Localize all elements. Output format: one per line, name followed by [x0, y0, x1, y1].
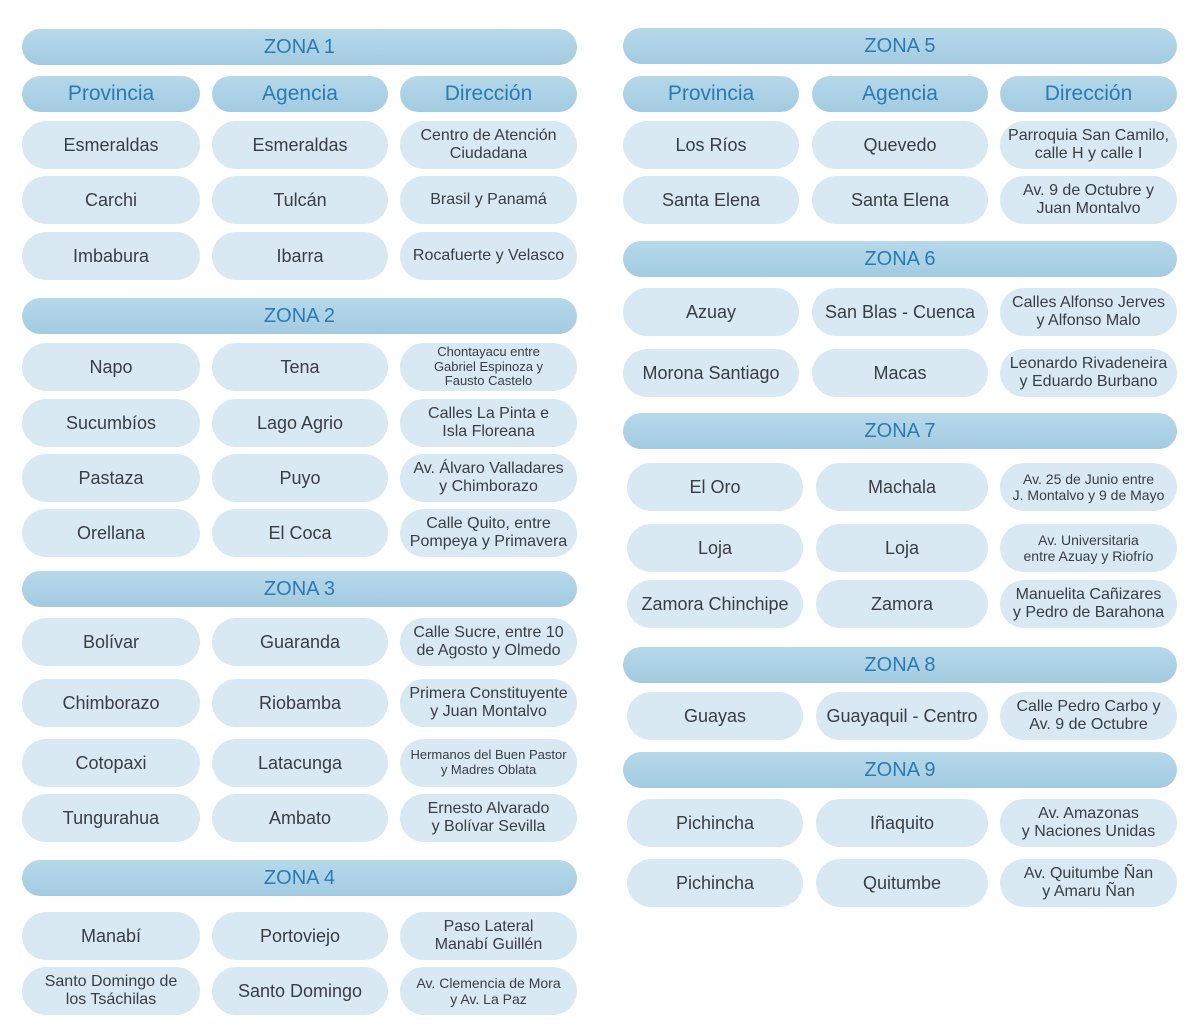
cell-direccion: Centro de Atención Ciudadana [400, 121, 577, 169]
zona-5-title: ZONA 5 [623, 28, 1177, 64]
cell-agencia: Guayaquil - Centro [816, 692, 988, 740]
cell-agencia: Machala [816, 463, 988, 511]
cell-agencia: Riobamba [212, 679, 388, 727]
cell-agencia: Puyo [212, 454, 388, 502]
cell-agencia: Lago Agrio [212, 399, 388, 447]
zona-9-title: ZONA 9 [623, 752, 1177, 788]
cell-direccion: Ernesto Alvarado y Bolívar Sevilla [400, 794, 577, 842]
cell-agencia: Esmeraldas [212, 121, 388, 169]
header-direccion: Dirección [400, 76, 577, 112]
cell-direccion: Leonardo Rivadeneira y Eduardo Burbano [1000, 349, 1177, 397]
cell-direccion: Av. Álvaro Valladares y Chimborazo [400, 454, 577, 502]
cell-direccion: Av. Universitaria entre Azuay y Riofrío [1000, 524, 1177, 572]
zona-1-title: ZONA 1 [22, 29, 577, 65]
cell-agencia: El Coca [212, 509, 388, 557]
cell-direccion: Chontayacu entre Gabriel Espinoza y Fausto Castelo [400, 343, 577, 391]
cell-direccion: Calle Sucre, entre 10 de Agosto y Olmedo [400, 618, 577, 666]
cell-direccion: Hermanos del Buen Pastor y Madres Oblata [400, 739, 577, 787]
header-agencia: Agencia [812, 76, 988, 112]
cell-provincia: Azuay [623, 288, 799, 336]
cell-agencia: Ambato [212, 794, 388, 842]
cell-agencia: Portoviejo [212, 912, 388, 960]
cell-agencia: Macas [812, 349, 988, 397]
zona-8-title: ZONA 8 [623, 647, 1177, 683]
cell-provincia: Esmeraldas [22, 121, 200, 169]
cell-provincia: Santo Domingo de los Tsáchilas [22, 967, 200, 1015]
cell-agencia: Iñaquito [816, 799, 988, 847]
cell-agencia: Ibarra [212, 232, 388, 280]
zona-6-title: ZONA 6 [623, 241, 1177, 277]
cell-provincia: Orellana [22, 509, 200, 557]
cell-agencia: Santa Elena [812, 176, 988, 224]
header-agencia: Agencia [212, 76, 388, 112]
cell-provincia: Guayas [627, 692, 803, 740]
zona-7-title: ZONA 7 [623, 413, 1177, 449]
cell-agencia: Guaranda [212, 618, 388, 666]
cell-direccion: Av. 9 de Octubre y Juan Montalvo [1000, 176, 1177, 224]
zona-2-title: ZONA 2 [22, 298, 577, 334]
cell-provincia: Carchi [22, 176, 200, 224]
header-provincia: Provincia [22, 76, 200, 112]
cell-provincia: Santa Elena [623, 176, 799, 224]
cell-provincia: Manabí [22, 912, 200, 960]
zona-4-title: ZONA 4 [22, 860, 577, 896]
cell-provincia: Cotopaxi [22, 739, 200, 787]
cell-direccion: Rocafuerte y Velasco [400, 232, 577, 280]
cell-agencia: San Blas - Cuenca [812, 288, 988, 336]
cell-direccion: Primera Constituyente y Juan Montalvo [400, 679, 577, 727]
cell-direccion: Calles Alfonso Jerves y Alfonso Malo [1000, 288, 1177, 336]
cell-direccion: Parroquia San Camilo, calle H y calle I [1000, 121, 1177, 169]
cell-provincia: Imbabura [22, 232, 200, 280]
cell-direccion: Av. Amazonas y Naciones Unidas [1000, 799, 1177, 847]
cell-provincia: Zamora Chinchipe [627, 580, 803, 628]
cell-direccion: Av. 25 de Junio entre J. Montalvo y 9 de Mayo [1000, 463, 1177, 511]
cell-direccion: Calles La Pinta e Isla Floreana [400, 399, 577, 447]
cell-agencia: Loja [816, 524, 988, 572]
cell-provincia: Napo [22, 343, 200, 391]
cell-provincia: Morona Santiago [623, 349, 799, 397]
cell-agencia: Latacunga [212, 739, 388, 787]
cell-direccion: Brasil y Panamá [400, 176, 577, 224]
cell-provincia: El Oro [627, 463, 803, 511]
cell-agencia: Quitumbe [816, 859, 988, 907]
header-provincia: Provincia [623, 76, 799, 112]
cell-agencia: Santo Domingo [212, 967, 388, 1015]
cell-agencia: Tena [212, 343, 388, 391]
cell-direccion: Paso Lateral Manabí Guillén [400, 912, 577, 960]
cell-provincia: Sucumbíos [22, 399, 200, 447]
header-direccion: Dirección [1000, 76, 1177, 112]
cell-direccion: Manuelita Cañizares y Pedro de Barahona [1000, 580, 1177, 628]
cell-provincia: Pichincha [627, 859, 803, 907]
cell-provincia: Pastaza [22, 454, 200, 502]
zona-3-title: ZONA 3 [22, 571, 577, 607]
cell-provincia: Loja [627, 524, 803, 572]
cell-direccion: Calle Quito, entre Pompeya y Primavera [400, 509, 577, 557]
cell-provincia: Bolívar [22, 618, 200, 666]
cell-agencia: Zamora [816, 580, 988, 628]
cell-provincia: Tungurahua [22, 794, 200, 842]
cell-provincia: Los Ríos [623, 121, 799, 169]
cell-provincia: Pichincha [627, 799, 803, 847]
cell-agencia: Tulcán [212, 176, 388, 224]
cell-agencia: Quevedo [812, 121, 988, 169]
cell-direccion: Av. Clemencia de Mora y Av. La Paz [400, 967, 577, 1015]
cell-direccion: Calle Pedro Carbo y Av. 9 de Octubre [1000, 692, 1177, 740]
cell-provincia: Chimborazo [22, 679, 200, 727]
cell-direccion: Av. Quitumbe Ñan y Amaru Ñan [1000, 859, 1177, 907]
